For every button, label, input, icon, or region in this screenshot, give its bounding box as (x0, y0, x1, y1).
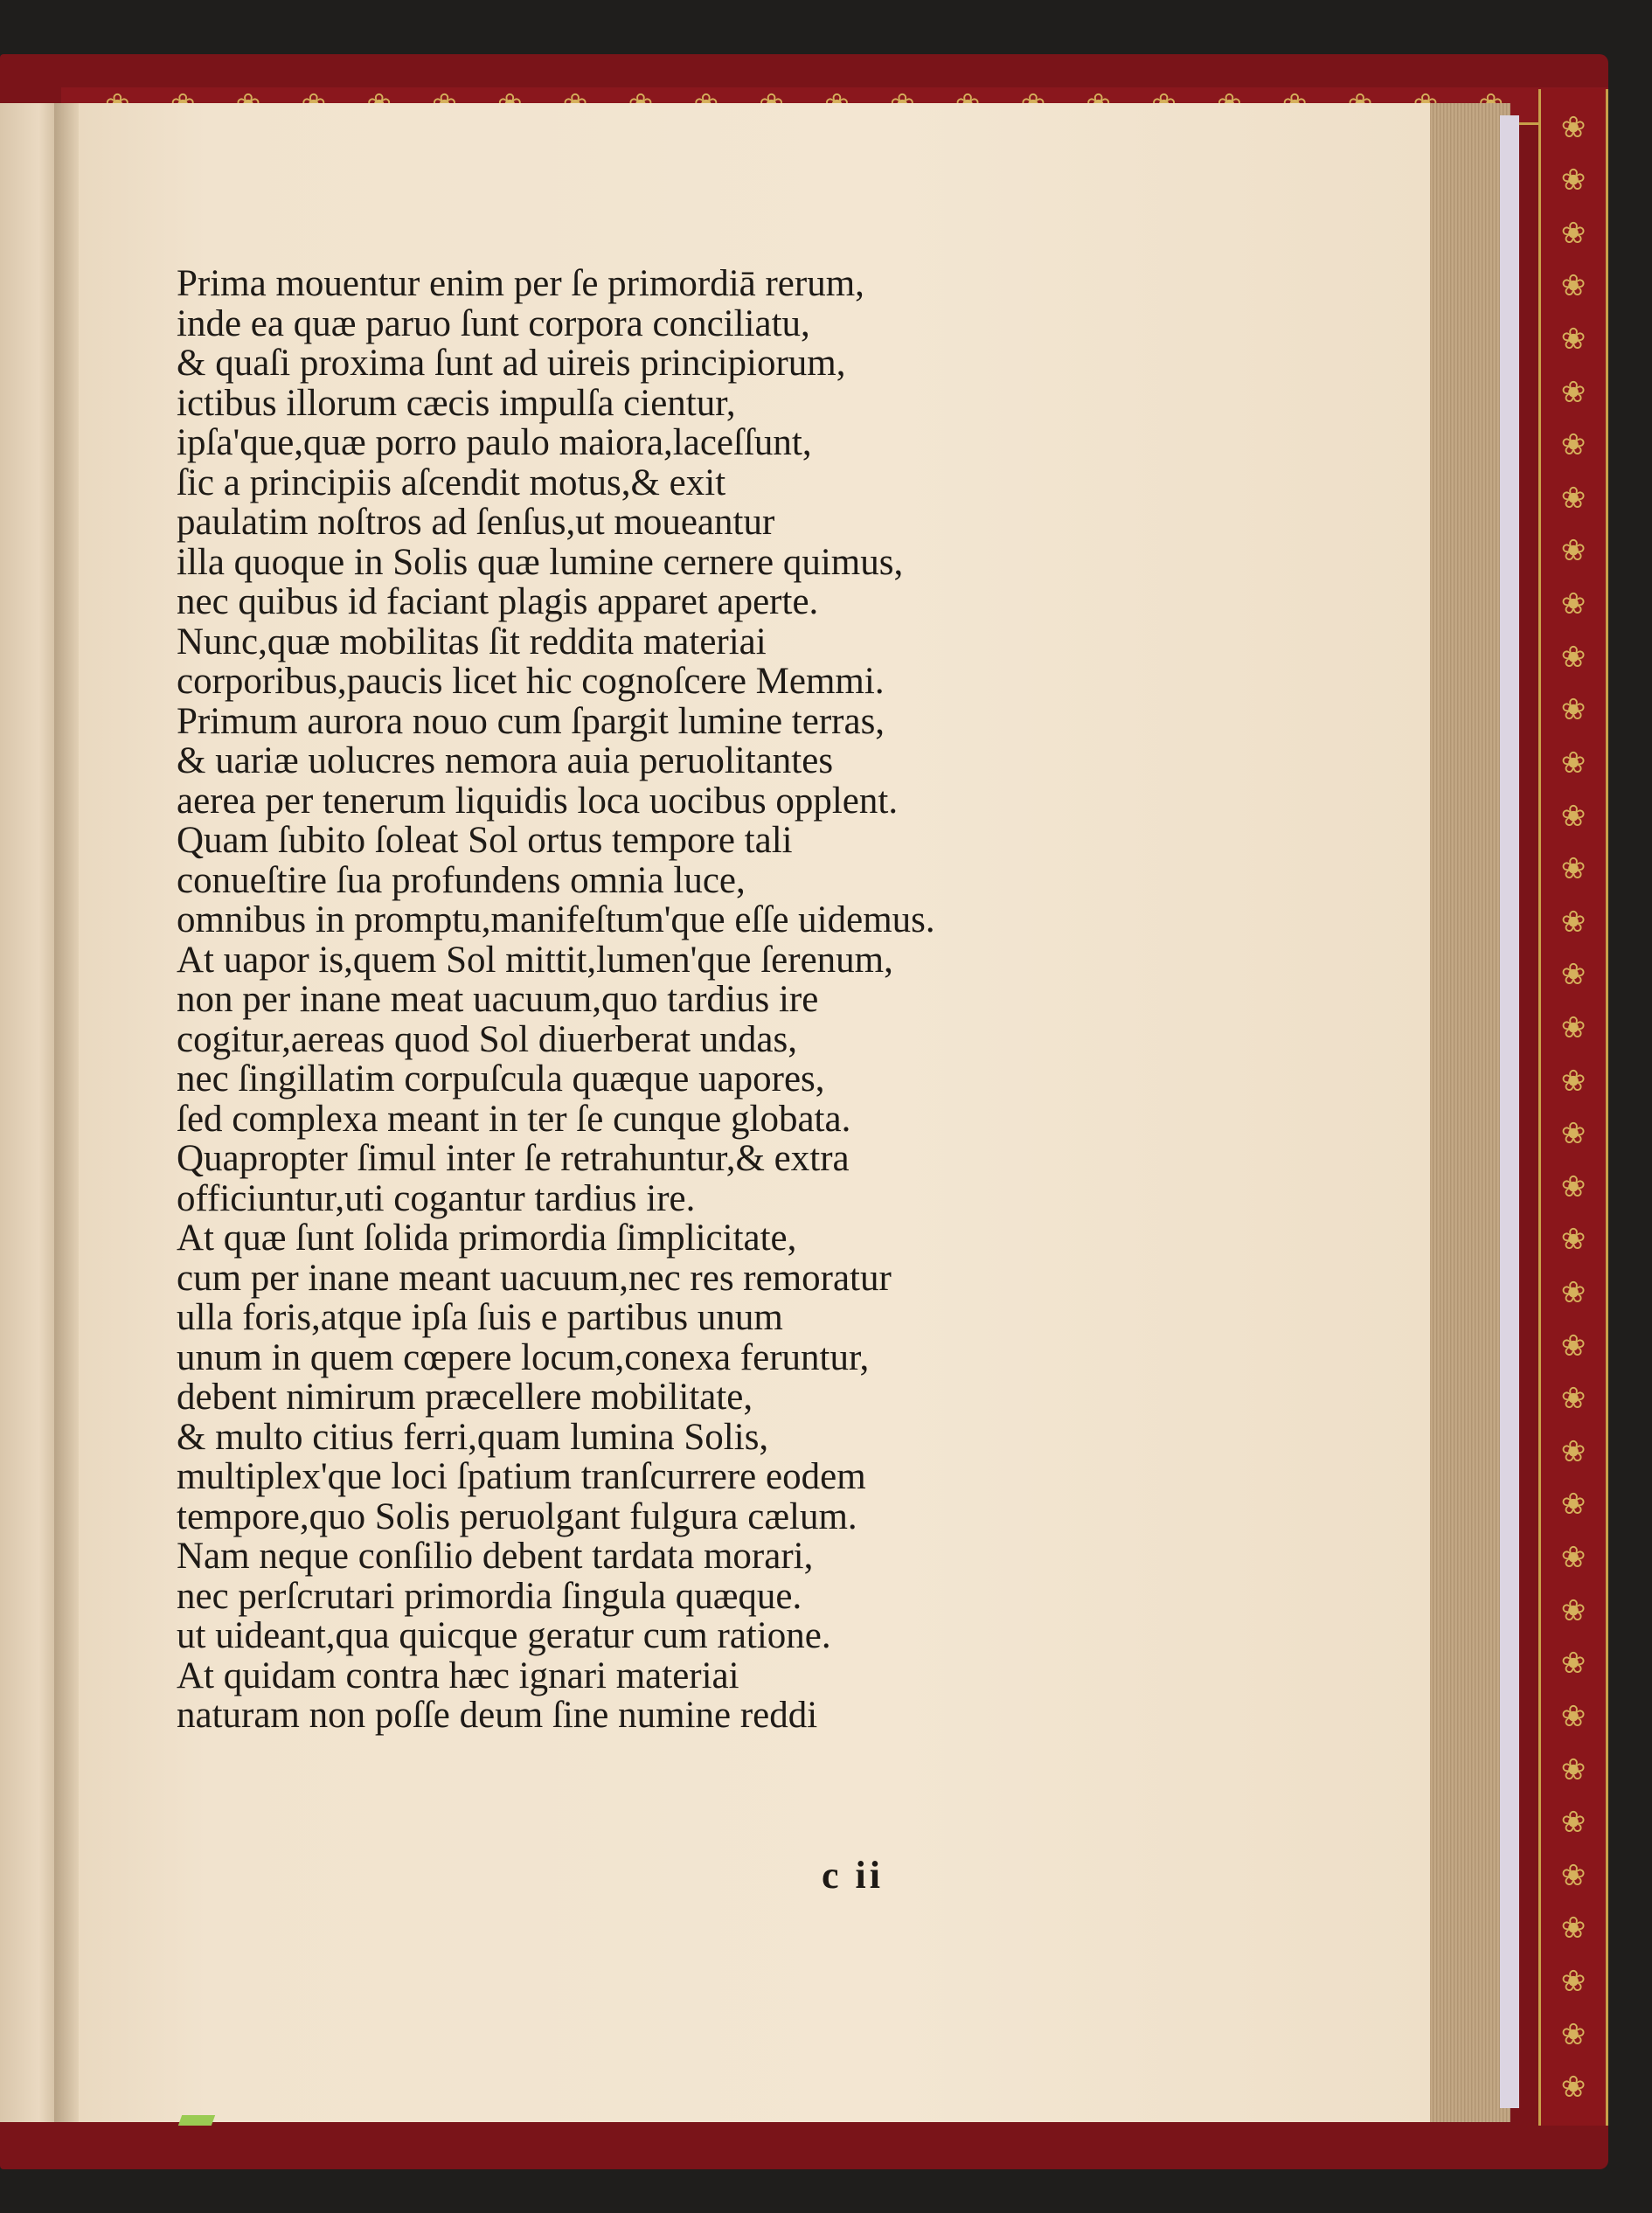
verse-line: Nam neque conſilio debent tardata morari, (177, 1536, 814, 1577)
palmette-icon: ❀ (1560, 1857, 1586, 1893)
palmette-icon: ❀ (1560, 957, 1586, 993)
palmette-icon: ❀ (1560, 745, 1586, 780)
verse-text-block (177, 264, 1033, 1736)
palmette-icon: ❀ (1560, 374, 1586, 410)
palmette-icon: ❀ (1560, 1963, 1586, 1999)
verse-line: officiuntur,uti cogantur tardius ire. (177, 1177, 696, 1219)
palmette-icon: ❀ (1560, 1009, 1586, 1045)
verse-line: Nunc,quæ mobilitas ſit reddita materiai (177, 621, 767, 663)
verse-line: nec ſingillatim corpuſcula quæque uapores, (177, 1058, 825, 1100)
verse-line: non per inane meat uacuum,quo tardius ire (177, 979, 819, 1020)
palmette-icon: ❀ (1560, 1275, 1586, 1311)
palmette-icon: ❀ (1560, 1592, 1586, 1628)
palmette-icon: ❀ (1560, 904, 1586, 940)
verse-line: Quam ſubito ſoleat Sol ortus tempore tali (177, 820, 793, 861)
verse-line: nec perſcrutari primordia ſingula quæque. (177, 1575, 802, 1617)
verse-line: nec quibus id faciant plagis apparet aperte. (177, 581, 819, 622)
palmette-icon: ❀ (1560, 1222, 1586, 1258)
palmette-icon: ❀ (1560, 480, 1586, 516)
palmette-icon: ❀ (1560, 427, 1586, 463)
verse-line: ſic a principiis aſcendit motus,& exit (177, 461, 726, 503)
palmette-icon: ❀ (1560, 322, 1586, 357)
palmette-icon: ❀ (1560, 2070, 1586, 2105)
verse-line: Quapropter ſimul inter ſe retrahuntur,& extra (177, 1138, 850, 1179)
verse-line: omnibus in promptu,manifeſtum'que eſſe uidemus. (177, 899, 935, 940)
palmette-icon: ❀ (1560, 1169, 1586, 1204)
verse-line: & quaſi proxima ſunt ad uireis principiorum, (177, 343, 846, 384)
palmette-icon: ❀ (1560, 2016, 1586, 2052)
palmette-icon: ❀ (1560, 851, 1586, 887)
palmette-icon: ❀ (1560, 1698, 1586, 1734)
palmette-icon: ❀ (1560, 1805, 1586, 1841)
verse-line: ut uideant,qua quicque geratur cum ratione. (177, 1615, 831, 1656)
verse-line: Prima mouentur enim per ſe primordiā rerum, (177, 263, 864, 304)
verse-line: paulatim noſtros ad ſenſus,ut moueantur (177, 502, 775, 543)
verse-line: naturam non poſſe deum ſine numine reddi (177, 1695, 818, 1736)
palmette-icon: ❀ (1560, 1433, 1586, 1469)
palmette-icon: ❀ (1560, 215, 1586, 251)
endpaper-edge (1500, 115, 1519, 2108)
palmette-icon: ❀ (1560, 692, 1586, 728)
palmette-icon: ❀ (1560, 163, 1586, 198)
palmette-icon: ❀ (1560, 1752, 1586, 1787)
palmette-icon: ❀ (1560, 533, 1586, 569)
palmette-icon: ❀ (1560, 798, 1586, 834)
verse-line: corporibus,paucis licet hic cognoſcere Memmi. (177, 661, 885, 702)
verse-line: At uapor is,quem Sol mittit,lumen'que ſerenum, (177, 939, 893, 981)
verse-line: & multo citius ferri,quam lumina Solis, (177, 1416, 769, 1458)
palmette-icon: ❀ (1560, 1646, 1586, 1682)
verse-line: debent nimirum præcellere mobilitate, (177, 1377, 753, 1418)
palmette-icon: ❀ (1560, 1328, 1586, 1363)
verse-line: illa quoque in Solis quæ lumine cernere quimus, (177, 541, 904, 583)
green-bookmark-fragment (178, 2115, 215, 2126)
verse-line: ſed complexa meant in ter ſe cunque globata. (177, 1098, 851, 1140)
verse-line: ulla foris,atque ipſa ſuis e partibus unum (177, 1297, 783, 1338)
palmette-icon: ❀ (1560, 1381, 1586, 1417)
verse-line: aerea per tenerum liquidis loca uocibus opplent. (177, 780, 899, 822)
signature-mark: c ii (822, 1854, 884, 1897)
palmette-icon: ❀ (1560, 1911, 1586, 1946)
verse-line: unum in quem cœpere locum,conexa feruntur, (177, 1336, 870, 1378)
verse-line: Primum aurora nouo cum ſpargit lumine terras, (177, 700, 885, 742)
verse-line: At quidam contra hæc ignari materiai (177, 1655, 739, 1696)
palmette-icon: ❀ (1560, 1116, 1586, 1152)
palmette-icon: ❀ (1560, 586, 1586, 622)
verse-line: cum per inane meant uacuum,nec res remoratur (177, 1257, 892, 1299)
palmette-icon: ❀ (1560, 109, 1586, 145)
palmette-icon: ❀ (1560, 268, 1586, 304)
verse-line: conueſtire ſua profundens omnia luce, (177, 859, 746, 901)
verse-line: At quæ ſunt ſolida primordia ſimplicitate, (177, 1217, 797, 1259)
gilt-side-border (1538, 89, 1608, 2126)
verse-line: multiplex'que loci ſpatium tranſcurrere eodem (177, 1456, 866, 1497)
page-fore-edges (1430, 103, 1510, 2122)
palmette-icon: ❀ (1560, 1540, 1586, 1576)
palmette-icon: ❀ (1560, 639, 1586, 675)
verse-line: & uariæ uolucres nemora auia peruolitantes (177, 740, 834, 781)
verse-line: tempore,quo Solis peruolgant fulgura cælum. (177, 1495, 857, 1537)
verse-line: inde ea quæ paruo ſunt corpora conciliatu, (177, 302, 810, 344)
page-gutter (54, 103, 79, 2122)
verse-line: cogitur,aereas quod Sol diuerberat undas, (177, 1018, 797, 1060)
palmette-icon: ❀ (1560, 1063, 1586, 1099)
verse-line: ictibus illorum cæcis impulſa cientur, (177, 382, 736, 424)
palmette-icon: ❀ (1560, 1487, 1586, 1523)
verse-line: ipſa'que,quæ porro paulo maiora,laceſſunt, (177, 422, 812, 463)
